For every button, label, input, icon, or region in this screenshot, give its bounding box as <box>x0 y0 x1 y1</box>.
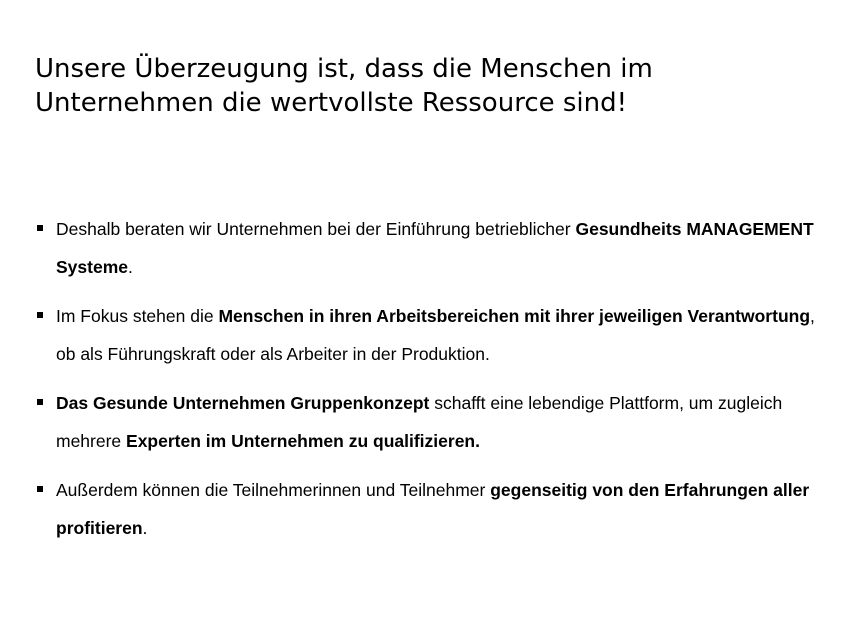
square-bullet-icon <box>37 399 43 405</box>
slide-title-line-2: Unternehmen die wertvollste Ressource sind! <box>35 88 628 118</box>
square-bullet-icon <box>37 225 43 231</box>
bullet-item <box>35 297 825 373</box>
bullet-segment: schafft eine lebendige Plattform, um zugleich mehrere <box>56 393 783 451</box>
bullet-text <box>56 306 815 364</box>
bullet-text <box>56 219 814 277</box>
square-bullet-icon <box>37 486 43 492</box>
bullet-segment-bold: Menschen in ihren Arbeitsbereichen mit ihrer jeweiligen Verantwortung <box>218 306 811 326</box>
bullet-segment: Außerdem können die Teilnehmerinnen und Teilnehmer <box>56 480 491 500</box>
bullet-item <box>35 210 825 286</box>
bullet-text <box>56 393 782 451</box>
square-bullet-icon <box>37 312 43 318</box>
bullet-segment: Im Fokus stehen die <box>56 306 219 326</box>
bullet-text <box>56 480 809 538</box>
bullet-segment: . <box>128 257 133 277</box>
bullet-segment-bold: Gesundheits MANAGEMENT Systeme <box>56 219 814 277</box>
bullet-segment: . <box>142 518 148 538</box>
bullet-list <box>35 210 825 558</box>
bullet-segment-bold: Experten im Unternehmen zu qualifizieren. <box>126 431 480 451</box>
bullet-segment-bold: Das Gesunde Unternehmen Gruppenkonzept <box>56 393 430 413</box>
bullet-segment: , ob als Führungskraft oder als Arbeiter in der Produktion. <box>56 306 815 364</box>
bullet-segment-bold: gegenseitig von den Erfahrungen aller profitieren <box>56 480 810 538</box>
slide-title <box>35 52 795 120</box>
bullet-item <box>35 471 825 547</box>
slide-title-line-1: Unsere Überzeugung ist, dass die Menschen im <box>35 54 653 84</box>
bullet-segment: Deshalb beraten wir Unternehmen bei der Einführung betrieblicher <box>56 219 576 239</box>
bullet-item <box>35 384 825 460</box>
